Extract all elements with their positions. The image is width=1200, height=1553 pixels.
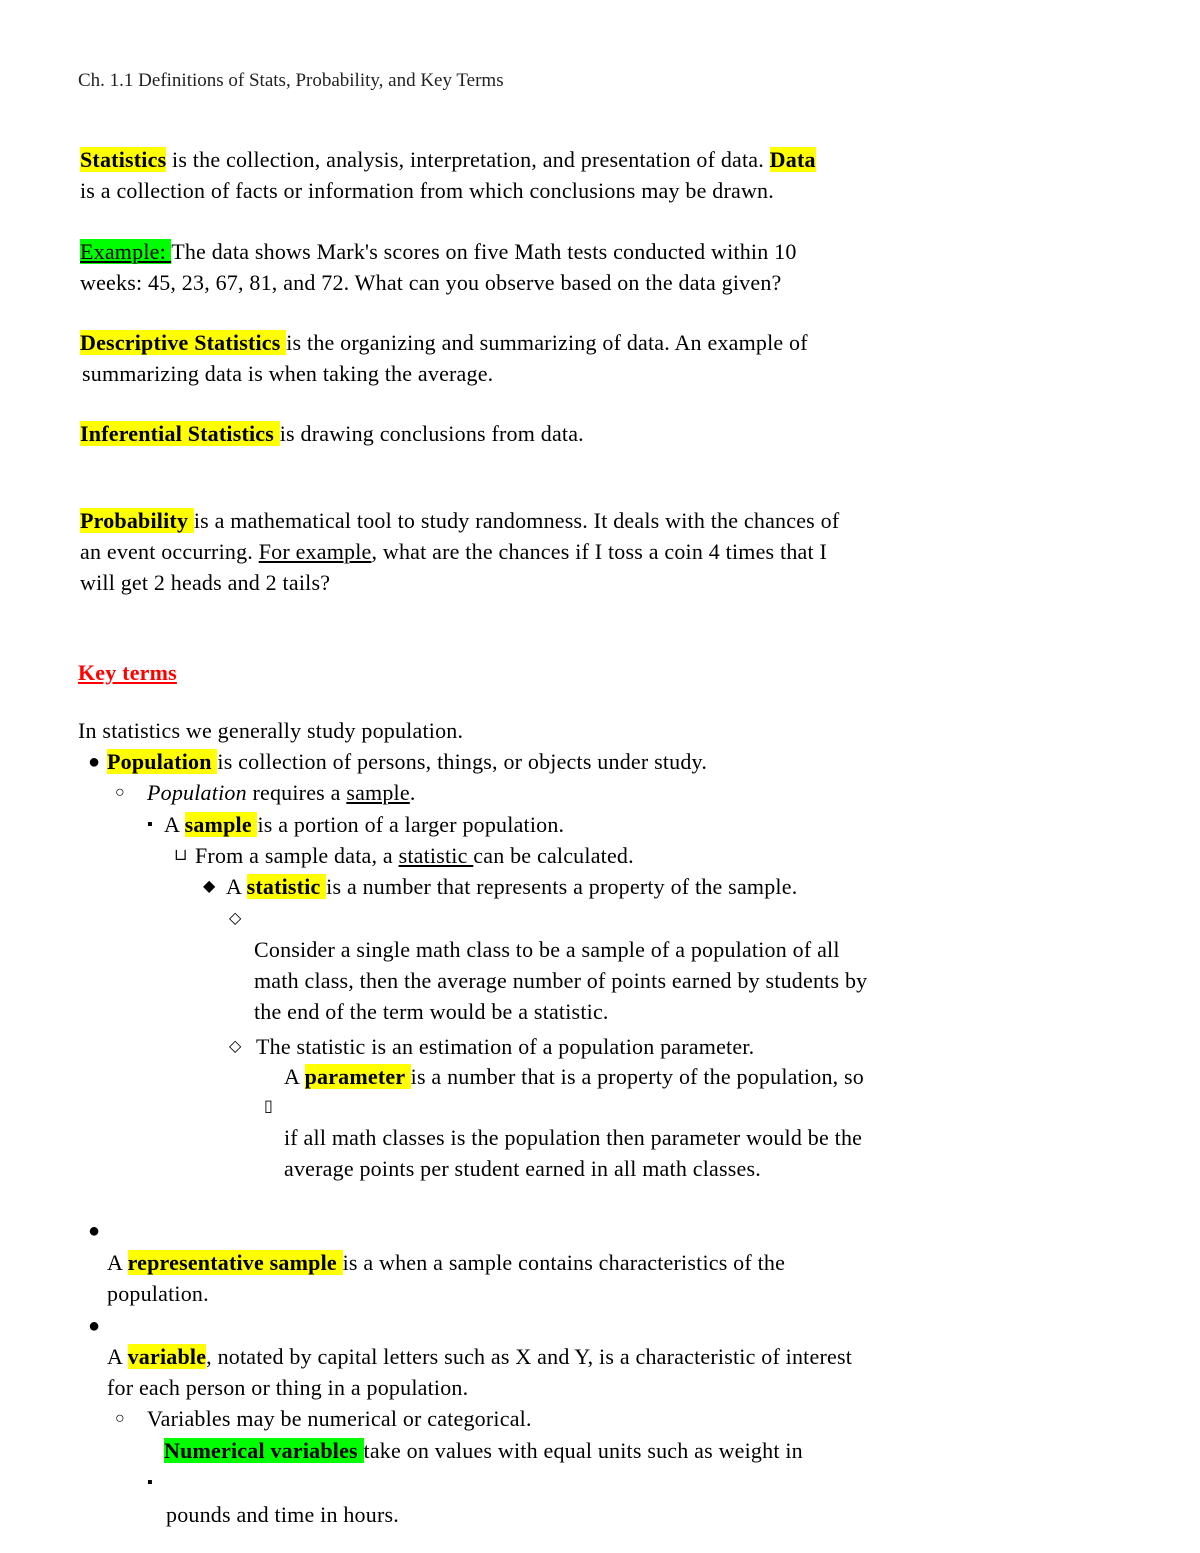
term-numerical-variables: Numerical variables	[164, 1438, 364, 1463]
probability-line-1	[80, 508, 839, 534]
parameter-line-2: if all math classes is the population then parameter would be the	[284, 1125, 863, 1150]
sample-link: sample	[346, 780, 410, 805]
term-representative-sample: representative sample	[127, 1250, 343, 1275]
term-data: Data	[769, 147, 816, 172]
parameter-line-3: average points per student earned in all math classes.	[284, 1156, 761, 1181]
bullet-open-square: ⊔	[174, 847, 188, 864]
bullet-disc: ●	[88, 1220, 101, 1242]
probability-text-2b: , what are the chances if I toss a coin 4 times that I	[371, 539, 828, 564]
population-requires-end: .	[409, 780, 416, 805]
term-variable: variable	[127, 1344, 207, 1369]
bullet-open-diamond: ◇	[229, 1038, 242, 1055]
term-parameter: parameter	[304, 1064, 411, 1089]
population-requires-line	[147, 780, 416, 806]
term-descriptive-statistics: Descriptive Statistics	[80, 330, 287, 355]
representative-line-2: population.	[107, 1281, 209, 1306]
bullet-open-diamond: ◇	[229, 910, 242, 927]
variable-types-line: Variables may be numerical or categorical.	[147, 1406, 532, 1431]
term-statistic: statistic	[246, 874, 327, 899]
variable-text: , notated by capital letters such as X and Y, is a characteristic of interest	[206, 1344, 853, 1369]
term-population: Population	[107, 749, 218, 774]
inferential-line	[80, 421, 584, 447]
statistic-link: statistic	[398, 843, 474, 868]
probability-text-2a: an event occurring.	[80, 539, 259, 564]
sample-line	[164, 812, 564, 838]
from-sample-text-1: From a sample data, a	[195, 843, 399, 868]
population-text: is collection of persons, things, or objects under study.	[217, 749, 708, 774]
representative-line-1	[107, 1250, 785, 1276]
statistics-definition-line-1	[80, 147, 816, 173]
term-statistics: Statistics	[80, 147, 167, 172]
example-line-2: weeks: 45, 23, 67, 81, and 72. What can you observe based on the data given?	[80, 270, 782, 295]
probability-line-3: will get 2 heads and 2 tails?	[80, 570, 331, 595]
example-text: The data shows Mark's scores on five Math tests conducted within 10	[171, 239, 797, 264]
numerical-line-1	[164, 1438, 803, 1464]
term-inferential-statistics: Inferential Statistics	[80, 421, 280, 446]
from-sample-text-2: can be calculated.	[473, 843, 634, 868]
statistics-text: is the collection, analysis, interpretation, and presentation of data.	[166, 147, 770, 172]
descriptive-line-2: summarizing data is when taking the average.	[82, 361, 494, 386]
bullet-disc: ●	[88, 1315, 101, 1337]
numerical-text: take on values with equal units such as weight in	[363, 1438, 803, 1463]
bullet-circle: ○	[115, 1410, 125, 1427]
numerical-line-2: pounds and time in hours.	[166, 1502, 399, 1527]
term-sample: sample	[184, 812, 258, 837]
data-definition-line-2: is a collection of facts or information from which conclusions may be drawn.	[80, 178, 774, 203]
page-header: Ch. 1.1 Definitions of Stats, Probability, and Key Terms	[78, 70, 504, 91]
bullet-square: ▪	[147, 816, 153, 833]
statistic-pre: A	[226, 874, 247, 899]
parameter-line-1	[284, 1064, 864, 1090]
population-line	[107, 749, 707, 775]
probability-text: is a mathematical tool to study randomness. It deals with the chances of	[193, 508, 840, 533]
from-sample-line	[195, 843, 634, 869]
statistic-line	[226, 874, 797, 900]
consider-line-2: math class, then the average number of points earned by students by	[254, 968, 868, 993]
example-line-1	[80, 239, 797, 265]
statistic-text: is a number that represents a property of the sample.	[326, 874, 798, 899]
key-terms-intro: In statistics we generally study population.	[78, 718, 464, 743]
descriptive-text: is the organizing and summarizing of data. An example of	[286, 330, 808, 355]
bullet-diamond: ◆	[203, 878, 216, 895]
variable-pre: A	[107, 1344, 128, 1369]
consider-line-3: the end of the term would be a statistic.	[254, 999, 609, 1024]
population-requires-text: requires a	[246, 780, 347, 805]
key-terms-heading: Key terms	[78, 660, 177, 685]
representative-text: is a when a sample contains characteristics of the	[342, 1250, 786, 1275]
variable-line-2: for each person or thing in a population.	[107, 1375, 469, 1400]
population-italic: Population	[147, 780, 247, 805]
consider-line-1: Consider a single math class to be a sample of a population of all	[254, 937, 840, 962]
estimation-line: The statistic is an estimation of a population parameter.	[256, 1034, 755, 1059]
sample-pre: A	[164, 812, 185, 837]
for-example-link: For example	[258, 539, 372, 564]
bullet-circle: ○	[115, 784, 125, 801]
missing-glyph-box: ▯	[264, 1098, 273, 1115]
variable-line-1	[107, 1344, 852, 1370]
bullet-disc: ●	[88, 751, 101, 773]
probability-line-2	[80, 539, 827, 565]
example-label: Example:	[80, 239, 172, 264]
parameter-text: is a number that is a property of the population, so	[410, 1064, 865, 1089]
inferential-text: is drawing conclusions from data.	[279, 421, 584, 446]
parameter-pre: A	[284, 1064, 305, 1089]
term-probability: Probability	[80, 508, 194, 533]
descriptive-line-1	[80, 330, 808, 356]
sample-text: is a portion of a larger population.	[257, 812, 565, 837]
representative-pre: A	[107, 1250, 128, 1275]
bullet-square: ▪	[147, 1474, 153, 1491]
